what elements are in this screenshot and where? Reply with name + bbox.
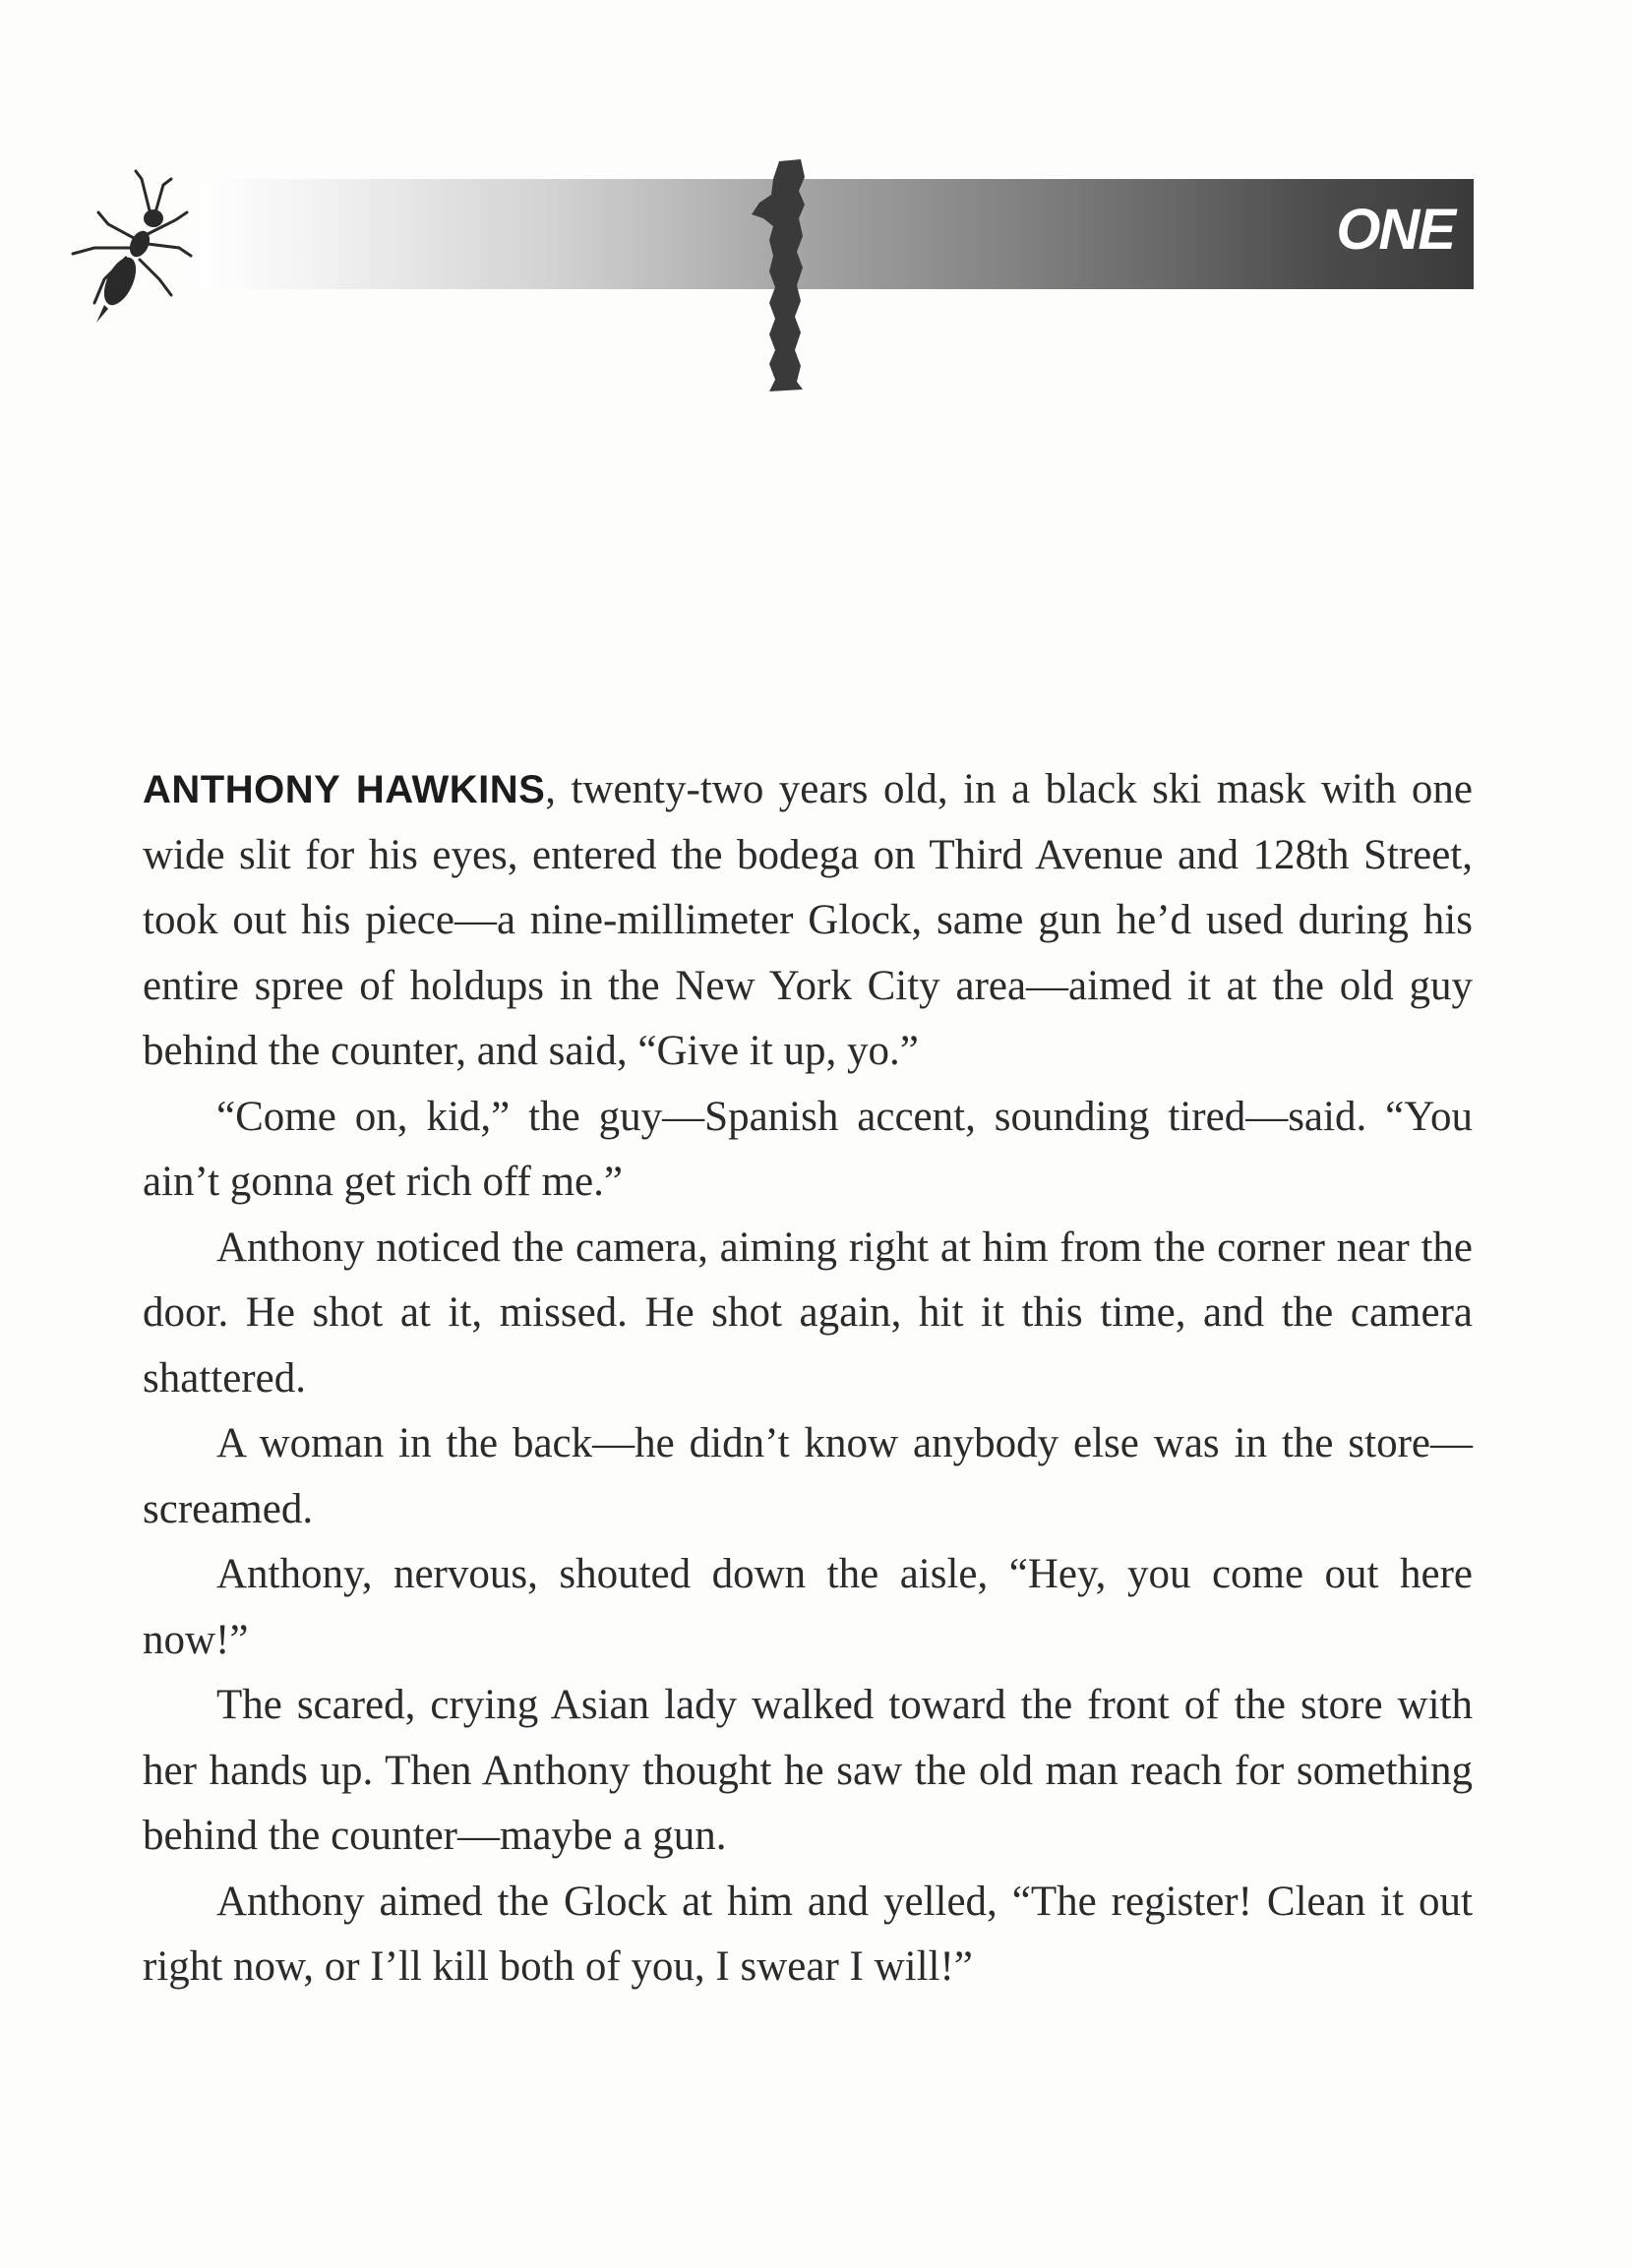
lead-name: ANTHONY HAWKINS — [143, 768, 546, 811]
ant-icon — [65, 165, 195, 325]
paragraph: “Come on, kid,” the guy—Spanish accent, sounding tired—said. “You ain’t gonna get rich off me.” — [143, 1093, 1473, 1205]
numeral-one-icon — [740, 157, 828, 393]
paragraph: The scared, crying Asian lady walked toward the front of the store with her hands up. Then Anthony thought he saw the old man reach for something behind the counter—maybe a gun. — [143, 1682, 1473, 1859]
paragraph: A woman in the back—he didn’t know anybody else was in the store—screamed. — [143, 1420, 1473, 1532]
paragraph: Anthony noticed the camera, aiming right at him from the corner near the door. He shot at it, missed. He shot again, hit it this time, and the camera shattered. — [143, 1224, 1473, 1402]
paragraph-text: , twenty-two years old, in a black ski mask with one wide slit for his eyes, entered the bodega on Third Avenue and 128th Street, took out his piece—a nine-millimeter Glock, same gun he’d used during his entire spree of holdups in the New York City area—aimed it at the old guy behind the counter, and said, “Give it up, yo.” — [143, 766, 1473, 1074]
chapter-label: ONE — [1336, 198, 1454, 262]
chapter-banner — [197, 179, 1474, 289]
chapter-body-text — [143, 757, 1473, 2000]
paragraph: Anthony, nervous, shouted down the aisle, “Hey, you come out here now!” — [143, 1551, 1473, 1663]
paragraph — [143, 757, 1473, 1085]
paragraph: Anthony aimed the Glock at him and yelled, “The register! Clean it out right now, or I’ll kill both of you, I swear I will!” — [143, 1878, 1473, 1990]
